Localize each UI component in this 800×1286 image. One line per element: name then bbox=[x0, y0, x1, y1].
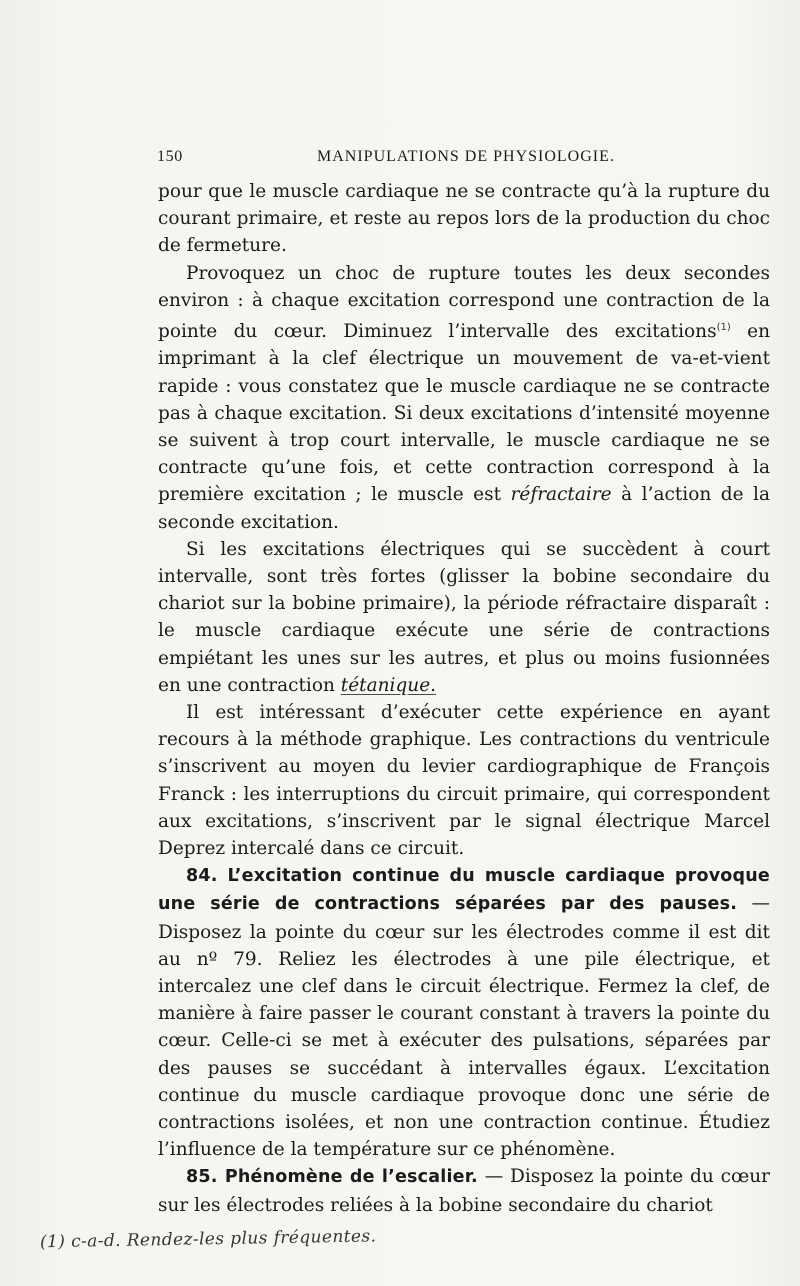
paragraph-3-text-a: Si les excitations électriques qui se succèdent à court intervalle, sont très fortes (glisser la bobine secondaire du chariot sur la bobine primaire), la période réfractaire disparaît : le muscle cardiaque exécute une série de contractions empiétant les unes sur les autres, et plus ou moins fusionnées en une contraction bbox=[158, 538, 770, 696]
handwritten-footnote: (1) c-a-d. Rendez-les plus fréquentes. bbox=[39, 1226, 377, 1253]
refractaire-term: réfractaire bbox=[510, 484, 612, 506]
section-85-text: — Disposez la pointe du cœur sur les électrodes reliées à la bobine secondaire du chariot bbox=[158, 1166, 770, 1216]
section-85 bbox=[158, 1163, 770, 1218]
handwritten-note-mark: (1) bbox=[716, 322, 731, 334]
paragraph-2-text-a: Provoquez un choc de rupture toutes les deux secondes environ : à chaque excitation correspond une contraction de la pointe du cœur. Diminuez l’intervalle des excitations bbox=[158, 262, 770, 343]
paragraph-2-text-c: à l’action de la seconde excitation. bbox=[158, 484, 770, 533]
section-85-title: 85. Phénomène de l’escalier. bbox=[186, 1167, 478, 1188]
paragraph-refractory bbox=[158, 260, 770, 536]
paragraph-4-text: Il est intéressant d’exécuter cette expérience en ayant recours à la méthode graphique. Les contractions du ventricule s’inscrivent au moyen du levier cardiographique de François Franck : les interruptions du circuit primaire, qui correspondent aux excitations, s’inscrivent par le signal électrique Marcel Deprez intercalé dans ce circuit. bbox=[158, 702, 770, 860]
body-text bbox=[158, 178, 770, 1219]
paragraph-2-text-b: en imprimant à la clef électrique un mouvement de va-et-vient rapide : vous constatez que le muscle cardiaque ne se contracte pas à chaque excitation. Si deux excitations d’intensité moyenne se suivent à trop court intervalle, le muscle cardiaque ne se contracte qu’une fois, et cette contraction correspond à la première excitation ; le muscle est bbox=[158, 321, 770, 506]
page-header bbox=[157, 148, 769, 172]
section-84-text: — Disposez la pointe du cœur sur les électrodes comme il est dit au nº 79. Reliez les électrodes à une pile électrique, et intercalez une clef dans le circuit électrique. Fermez la clef, de manière à faire passer le courant constant à travers la pointe du cœur. Celle-ci se met à exécuter des pulsations, séparées par des pauses se succédant à intervalles égaux. L’excitation continue du muscle cardiaque provoque donc une série de contractions isolées, et non une contraction continue. Étudiez l’influence de la température sur ce phénomène. bbox=[158, 893, 770, 1161]
running-title: MANIPULATIONS DE PHYSIOLOGIE. bbox=[317, 148, 615, 165]
paragraph-1-text: pour que le muscle cardiaque ne se contracte qu’à la rupture du courant primaire, et reste au repos lors de la production du choc de fermeture. bbox=[158, 181, 770, 257]
paragraph-strong-excitations bbox=[158, 536, 770, 699]
page-number: 150 bbox=[157, 148, 183, 165]
tetanique-term: tétanique. bbox=[340, 674, 437, 696]
section-84-title: 84. L’excitation continue du muscle cardiaque provoque une série de contractions séparées par des pauses. bbox=[158, 866, 770, 915]
paragraph-continuation bbox=[158, 178, 770, 260]
paragraph-graphic-method bbox=[158, 699, 770, 862]
section-84 bbox=[158, 862, 770, 1163]
